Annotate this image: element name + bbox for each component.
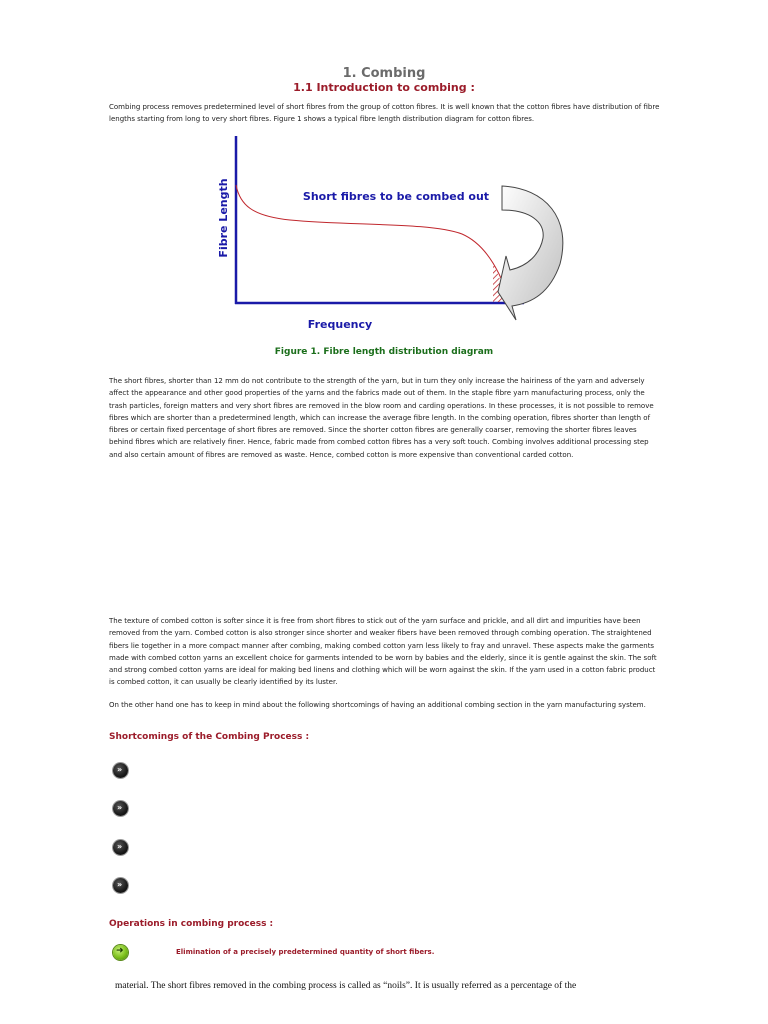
bullet-icon: » [113, 801, 128, 816]
x-axis-label: Frequency [307, 318, 373, 331]
bullet-icon: » [113, 763, 128, 778]
bottom-paragraph: material. The short fibres removed in the combing process is called as “noils”. It is usually referred as a percentage of the [115, 981, 577, 991]
page-title: 1. Combing [342, 66, 426, 81]
section-heading-introduction: 1.1 Introduction to combing : [293, 81, 475, 94]
shortcomings-intro-paragraph: On the other hand one has to keep in mind about the following shortcomings of having an additional combing section in the yarn manufacturing system. [109, 701, 646, 709]
operation-item: Elimination of a precisely predetermined quantity of short fibers. [176, 948, 435, 956]
texture-paragraph: The texture of combed cotton is softer since it is free from short fibres to stick out of the yarn surface and prickle, and all dirt and impurities have been removed from the yarn. Combed cotton is also stronger since shorter and weaker fibers have been removed through combing operation. The straightened fibers lie together in a more compact manner after combing, making combed cotton yarn less likely to fray and unravel. These aspects make the garments made with combed cotton yarns an excellent choice for garments intended to be worn by babies and the elderly, since it is gentle against the skin. The soft and strong combed cotton yarns are ideal for making bed linens and clothing which will be worn against the skin. If the yarn used in a cotton fabric product is combed cotton, it can usually be clearly identified by its luster. [109, 617, 657, 687]
y-axis-label: Fibre Length [217, 178, 230, 258]
short-fibres-paragraph: The short fibres, shorter than 12 mm do not contribute to the strength of the yarn, but in turn they only increase the hairiness of the yarn and adversely affect the appearance and other good properties of the yarns and the fabrics made out of them. In the staple fibre yarn manufacturing process, only the trash particles, foreign matters and very short fibres are removed in the blow room and carding operations. In these processes, it is not possible to remove fibres which are shorter than a predetermined length, which can increase the average fibre length. In the combing operation, fibres shorter than length of fibres or certain fixed percentage of short fibres are removed. Since the shorter cotton fibres are generally coarser, removing the shorter fibres leaves behind fibres which are relatively finer. Hence, fabric made from combed cotton fibres has a very soft touch. Combing involves additional processing step and also certain amount of fibres are removed as waste. Hence, combed cotton is more expensive than conventional carded cotton. [109, 377, 654, 459]
shortcomings-heading: Shortcomings of the Combing Process : [109, 732, 310, 742]
bullet-icon: » [113, 878, 128, 893]
bullet-icon: » [113, 840, 128, 855]
operations-heading: Operations in combing process : [109, 919, 274, 929]
fibre-length-diagram [200, 130, 570, 335]
arrow-right-icon: ➜ [113, 945, 128, 960]
annotation-label: Short fibres to be combed out [302, 190, 490, 203]
combing-arrow [498, 186, 563, 320]
figure-caption: Figure 1. Fibre length distribution diagram [274, 347, 494, 357]
intro-paragraph: Combing process removes predetermined level of short fibres from the group of cotton fibres. It is well known that the cotton fibres have distribution of fibre lengths starting from long to very short fibres. Figure 1 shows a typical fibre length distribution diagram for cotton fibres. [109, 103, 660, 124]
fibre-length-figure [200, 130, 570, 339]
